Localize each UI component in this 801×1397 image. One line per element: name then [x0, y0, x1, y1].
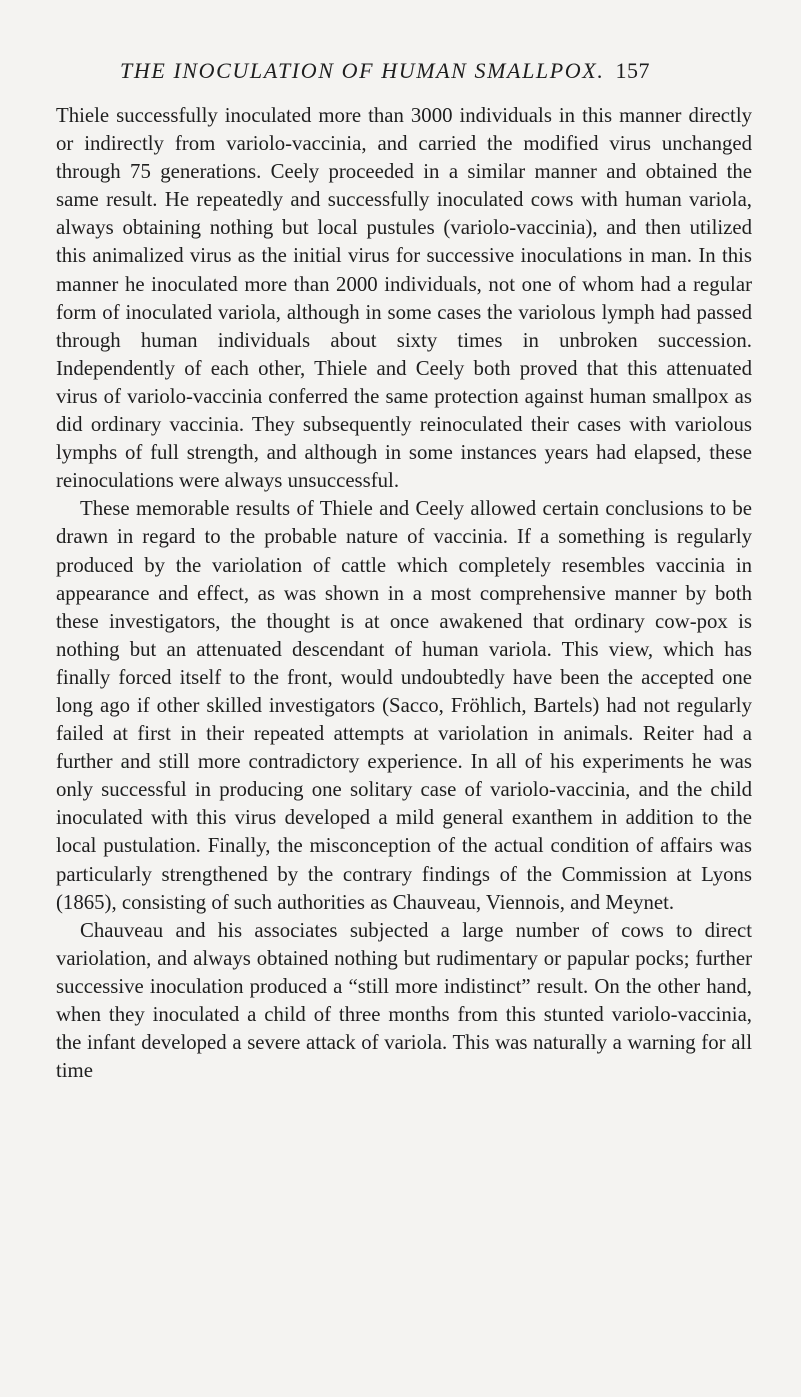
paragraph-chauveau-variolation: Chauveau and his associates subjected a large number of cows to direct variolation, and always obtained nothing but rudimentary or papular pocks; further successive inoculation produced a “still more indistinct” result. On the other hand, when they inoculated a child of three months from this stunted variolo-vaccinia, the infant developed a severe attack of variola. This was naturally a warning for all time: [56, 918, 752, 1083]
page-number: 157: [615, 58, 650, 83]
paragraph-conclusions-vaccinia: These memorable results of Thiele and Ceely allowed certain conclusions to be drawn in regard to the probable nature of vaccinia. If a something is regularly produced by the variolation of cattle which completely resembles vaccinia in appearance and effect, as was shown in a most comprehensive manner by both these investigators, the thought is at once awakened that ordinary cow-pox is nothing but an attenuated descendant of human variola. This view, which has finally forced itself to the front, would undoubtedly have been the accepted one long ago if other skilled investigators (Sacco, Fröhlich, Bartels) had not regularly failed at first in their repeated attempts at variolation in animals. Reiter had a further and still more contradictory experience. In all of his experiments he was only successful in producing one solitary case of variolo-vaccinia, and the child inoculated with this virus developed a mild general exanthem in addition to the local pustulation. Finally, the misconception of the actual condition of affairs was particularly strengthened by the contrary findings of the Commission at Lyons (1865), consisting of such authorities as Chauveau, Viennois, and Meynet.: [56, 497, 752, 914]
running-head: [110, 58, 650, 88]
paragraph-thiele-ceely-results: Thiele successfully inoculated more than 3000 individuals in this manner directly or indirectly from variolo-vaccinia, and carried the modified virus unchanged through 75 generations. Ceely proceeded in a similar manner and obtained the same result. He repeatedly and successfully inoculated cows with human variola, always obtaining nothing but local pustules (variolo-vaccinia), and then utilized this animalized virus as the initial virus for successive inoculations in man. In this manner he inoculated more than 2000 individuals, not one of whom had a regular form of inoculated variola, although in some cases the variolous lymph had passed through human individuals about sixty times in unbroken succession. Independently of each other, Thiele and Ceely both proved that this attenuated virus of variolo-vaccinia conferred the same protection against human smallpox as did ordinary vaccinia. They subsequently reinoculated their cases with variolous lymphs of full strength, and although in some instances years had elapsed, these reinoculations were always unsuccessful.: [56, 104, 752, 493]
running-title: THE INOCULATION OF HUMAN SMALLPOX.: [120, 58, 605, 83]
body-text: [56, 102, 752, 1085]
